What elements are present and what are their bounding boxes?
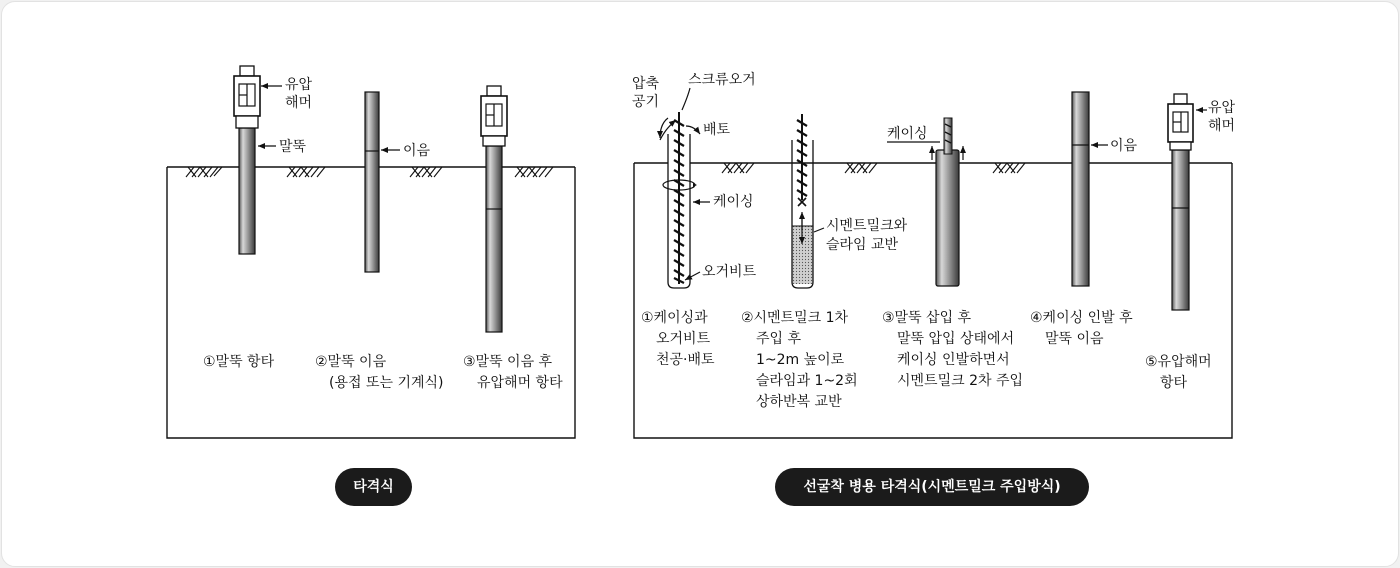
step2-caption-line2: 주입 후: [756, 331, 802, 347]
label-cement-b: 슬라임 교반: [826, 237, 899, 253]
step2-caption-line4: 슬라임과 1~2회: [756, 373, 858, 389]
step3-caption-line2: 유압해머 항타: [477, 375, 563, 391]
right-panel: [632, 71, 1236, 438]
label-hammer-a-2: 유압: [1208, 100, 1236, 116]
step5-caption-line2: 항타: [1160, 375, 1188, 391]
label-casing: 케이싱: [713, 194, 754, 210]
step2-casing: [792, 114, 813, 288]
hammer-icon: [481, 86, 507, 146]
label-cement-a: 시멘트밀크와: [826, 218, 908, 234]
label-hammer-b-2: 해머: [1208, 118, 1236, 134]
label-hammer-a: 유압: [285, 77, 313, 93]
label-auger: 스크류오거: [688, 72, 756, 88]
step2-caption-line1: ②말뚝 이음: [315, 354, 387, 370]
label-air-a: 압축: [632, 76, 660, 92]
step4-caption-line1: ④케이싱 인발 후: [1030, 310, 1133, 326]
label-hammer-b: 해머: [285, 95, 313, 111]
caption-badge-right: 선굴착 병용 타격식(시멘트밀크 주입방식): [775, 468, 1089, 506]
step1-pile: [239, 128, 255, 254]
label-discharge: 배토: [703, 122, 731, 138]
step3-caption-line2: 말뚝 압입 상태에서: [897, 331, 1015, 347]
step2-caption-line3: 1~2m 높이로: [756, 352, 845, 368]
step2-caption-line2: (용접 또는 기계식): [329, 375, 444, 391]
step3-caption-line1: ③말뚝 삽입 후: [882, 310, 972, 326]
step5-caption-line1: ⑤유압해머: [1145, 354, 1212, 370]
hammer-icon: [1168, 94, 1193, 150]
step2-pile: [365, 92, 379, 272]
step1-caption-line2: 오거비트: [656, 331, 711, 347]
step1-caption: ①말뚝 항타: [203, 354, 275, 370]
step1-caption-line1: ①케이싱과: [641, 310, 708, 326]
step3-pile: [486, 146, 502, 332]
step3-caption-line4: 시멘트밀크 2차 주입: [897, 373, 1023, 389]
step2-caption-line1: ②시멘트밀크 1차: [741, 310, 849, 326]
step3-pile: [932, 118, 963, 286]
label-joint: 이음: [403, 143, 431, 159]
label-joint-2: 이음: [1110, 138, 1138, 154]
step4-pile: [1072, 92, 1089, 286]
step1-casing: [663, 112, 697, 288]
step4-caption-line2: 말뚝 이음: [1045, 331, 1104, 347]
step3-caption-line1: ③말뚝 이음 후: [463, 354, 553, 370]
label-auger-bit: 오거비트: [702, 264, 757, 280]
step2-caption-line5: 상하반복 교반: [756, 394, 842, 410]
left-panel: [167, 66, 575, 438]
ground-hatch: [722, 163, 1025, 173]
step3-caption-line3: 케이싱 인발하면서: [897, 352, 1010, 368]
label-pile: 말뚝: [279, 139, 307, 155]
caption-badge-left: 타격식: [335, 468, 412, 506]
label-air-b: 공기: [632, 94, 660, 110]
step5-pile: [1172, 150, 1189, 310]
hammer-icon: [234, 66, 260, 128]
step1-caption-line3: 천공·배토: [656, 352, 715, 368]
label-casing-2: 케이싱: [887, 126, 928, 142]
